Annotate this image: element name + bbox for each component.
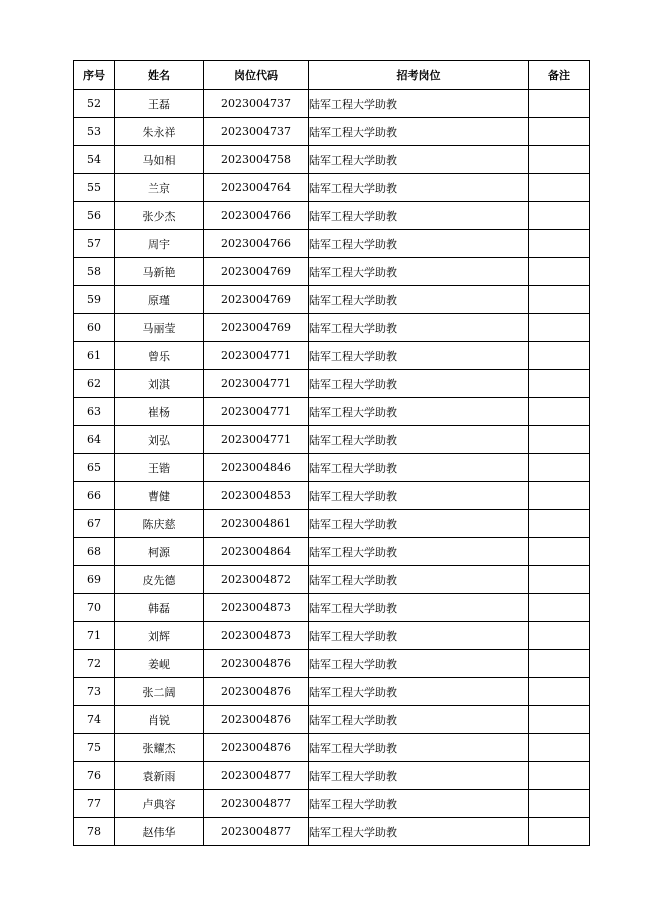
cell-name: 张二阔 [115, 678, 204, 706]
cell-seq: 70 [74, 594, 115, 622]
cell-name: 皮先德 [115, 566, 204, 594]
cell-note [529, 286, 590, 314]
table-row [74, 510, 590, 538]
cell-seq: 67 [74, 510, 115, 538]
cell-note [529, 762, 590, 790]
cell-note [529, 734, 590, 762]
table-row [74, 174, 590, 202]
table-row [74, 566, 590, 594]
header-note: 备注 [529, 61, 590, 90]
candidate-table [73, 60, 590, 846]
table-row [74, 818, 590, 846]
table-row [74, 230, 590, 258]
cell-note [529, 538, 590, 566]
cell-post: 陆军工程大学助教 [309, 790, 529, 818]
cell-name: 刘辉 [115, 622, 204, 650]
cell-code: 2023004769 [204, 286, 309, 314]
cell-seq: 57 [74, 230, 115, 258]
cell-post: 陆军工程大学助教 [309, 342, 529, 370]
cell-post: 陆军工程大学助教 [309, 734, 529, 762]
cell-code: 2023004876 [204, 706, 309, 734]
cell-note [529, 454, 590, 482]
cell-name: 姜岘 [115, 650, 204, 678]
cell-code: 2023004877 [204, 762, 309, 790]
cell-note [529, 370, 590, 398]
table-body [74, 90, 590, 846]
table-row [74, 202, 590, 230]
cell-code: 2023004766 [204, 202, 309, 230]
cell-seq: 60 [74, 314, 115, 342]
cell-note [529, 482, 590, 510]
cell-seq: 64 [74, 426, 115, 454]
cell-note [529, 342, 590, 370]
cell-seq: 75 [74, 734, 115, 762]
cell-name: 崔杨 [115, 398, 204, 426]
cell-post: 陆军工程大学助教 [309, 146, 529, 174]
table-row [74, 342, 590, 370]
cell-post: 陆军工程大学助教 [309, 398, 529, 426]
table-row [74, 398, 590, 426]
cell-seq: 63 [74, 398, 115, 426]
cell-code: 2023004877 [204, 818, 309, 846]
cell-note [529, 678, 590, 706]
cell-seq: 77 [74, 790, 115, 818]
cell-code: 2023004766 [204, 230, 309, 258]
cell-code: 2023004771 [204, 342, 309, 370]
table-row [74, 706, 590, 734]
cell-name: 卢典容 [115, 790, 204, 818]
cell-post: 陆军工程大学助教 [309, 538, 529, 566]
cell-note [529, 790, 590, 818]
cell-code: 2023004873 [204, 622, 309, 650]
cell-post: 陆军工程大学助教 [309, 314, 529, 342]
cell-note [529, 202, 590, 230]
cell-name: 周宇 [115, 230, 204, 258]
cell-note [529, 566, 590, 594]
cell-seq: 53 [74, 118, 115, 146]
cell-name: 曹健 [115, 482, 204, 510]
cell-code: 2023004737 [204, 118, 309, 146]
cell-name: 张少杰 [115, 202, 204, 230]
table-row [74, 314, 590, 342]
table-row [74, 426, 590, 454]
cell-name: 王锴 [115, 454, 204, 482]
cell-code: 2023004876 [204, 678, 309, 706]
cell-post: 陆军工程大学助教 [309, 370, 529, 398]
cell-post: 陆军工程大学助教 [309, 454, 529, 482]
cell-note [529, 594, 590, 622]
cell-post: 陆军工程大学助教 [309, 426, 529, 454]
cell-code: 2023004771 [204, 370, 309, 398]
table-row [74, 90, 590, 118]
cell-name: 曾乐 [115, 342, 204, 370]
cell-seq: 59 [74, 286, 115, 314]
cell-name: 刘弘 [115, 426, 204, 454]
cell-seq: 65 [74, 454, 115, 482]
table-row [74, 258, 590, 286]
cell-note [529, 706, 590, 734]
cell-seq: 78 [74, 818, 115, 846]
table-row [74, 286, 590, 314]
header-code: 岗位代码 [204, 61, 309, 90]
cell-note [529, 650, 590, 678]
cell-seq: 61 [74, 342, 115, 370]
cell-note [529, 118, 590, 146]
cell-code: 2023004846 [204, 454, 309, 482]
table-row [74, 790, 590, 818]
cell-name: 肖锐 [115, 706, 204, 734]
cell-seq: 72 [74, 650, 115, 678]
cell-post: 陆军工程大学助教 [309, 230, 529, 258]
cell-seq: 76 [74, 762, 115, 790]
cell-post: 陆军工程大学助教 [309, 510, 529, 538]
cell-code: 2023004758 [204, 146, 309, 174]
cell-seq: 74 [74, 706, 115, 734]
cell-post: 陆军工程大学助教 [309, 174, 529, 202]
cell-seq: 73 [74, 678, 115, 706]
cell-post: 陆军工程大学助教 [309, 706, 529, 734]
cell-code: 2023004769 [204, 258, 309, 286]
cell-name: 朱永祥 [115, 118, 204, 146]
cell-post: 陆军工程大学助教 [309, 622, 529, 650]
cell-note [529, 230, 590, 258]
cell-code: 2023004864 [204, 538, 309, 566]
cell-name: 王磊 [115, 90, 204, 118]
cell-name: 袁新雨 [115, 762, 204, 790]
cell-seq: 68 [74, 538, 115, 566]
cell-name: 张耀杰 [115, 734, 204, 762]
cell-note [529, 622, 590, 650]
cell-name: 原瑾 [115, 286, 204, 314]
table-row [74, 650, 590, 678]
cell-seq: 58 [74, 258, 115, 286]
cell-code: 2023004771 [204, 398, 309, 426]
cell-name: 马如相 [115, 146, 204, 174]
cell-code: 2023004737 [204, 90, 309, 118]
cell-code: 2023004771 [204, 426, 309, 454]
cell-seq: 69 [74, 566, 115, 594]
table-header-row [74, 61, 590, 90]
cell-post: 陆军工程大学助教 [309, 818, 529, 846]
cell-name: 马丽莹 [115, 314, 204, 342]
cell-seq: 56 [74, 202, 115, 230]
table-row [74, 734, 590, 762]
table-row [74, 538, 590, 566]
cell-note [529, 174, 590, 202]
table-row [74, 370, 590, 398]
table-row [74, 146, 590, 174]
cell-name: 刘淇 [115, 370, 204, 398]
cell-post: 陆军工程大学助教 [309, 762, 529, 790]
cell-note [529, 258, 590, 286]
cell-name: 柯源 [115, 538, 204, 566]
cell-seq: 52 [74, 90, 115, 118]
cell-note [529, 146, 590, 174]
cell-seq: 54 [74, 146, 115, 174]
header-name: 姓名 [115, 61, 204, 90]
header-seq: 序号 [74, 61, 115, 90]
cell-post: 陆军工程大学助教 [309, 118, 529, 146]
cell-post: 陆军工程大学助教 [309, 594, 529, 622]
cell-code: 2023004861 [204, 510, 309, 538]
cell-note [529, 818, 590, 846]
cell-code: 2023004872 [204, 566, 309, 594]
cell-code: 2023004873 [204, 594, 309, 622]
cell-post: 陆军工程大学助教 [309, 482, 529, 510]
cell-post: 陆军工程大学助教 [309, 286, 529, 314]
cell-name: 陈庆慈 [115, 510, 204, 538]
table-row [74, 118, 590, 146]
table-row [74, 678, 590, 706]
cell-post: 陆军工程大学助教 [309, 90, 529, 118]
cell-code: 2023004764 [204, 174, 309, 202]
table-row [74, 482, 590, 510]
cell-seq: 55 [74, 174, 115, 202]
table-row [74, 454, 590, 482]
cell-code: 2023004876 [204, 650, 309, 678]
cell-seq: 62 [74, 370, 115, 398]
cell-code: 2023004877 [204, 790, 309, 818]
cell-note [529, 314, 590, 342]
cell-post: 陆军工程大学助教 [309, 566, 529, 594]
cell-post: 陆军工程大学助教 [309, 678, 529, 706]
cell-post: 陆军工程大学助教 [309, 650, 529, 678]
cell-note [529, 510, 590, 538]
cell-post: 陆军工程大学助教 [309, 202, 529, 230]
cell-name: 兰京 [115, 174, 204, 202]
cell-note [529, 90, 590, 118]
table-row [74, 762, 590, 790]
cell-seq: 66 [74, 482, 115, 510]
cell-code: 2023004853 [204, 482, 309, 510]
cell-name: 赵伟华 [115, 818, 204, 846]
cell-post: 陆军工程大学助教 [309, 258, 529, 286]
table-row [74, 622, 590, 650]
cell-note [529, 398, 590, 426]
cell-seq: 71 [74, 622, 115, 650]
cell-name: 马新艳 [115, 258, 204, 286]
cell-note [529, 426, 590, 454]
cell-code: 2023004769 [204, 314, 309, 342]
table-row [74, 594, 590, 622]
header-post: 招考岗位 [309, 61, 529, 90]
cell-code: 2023004876 [204, 734, 309, 762]
cell-name: 韩磊 [115, 594, 204, 622]
